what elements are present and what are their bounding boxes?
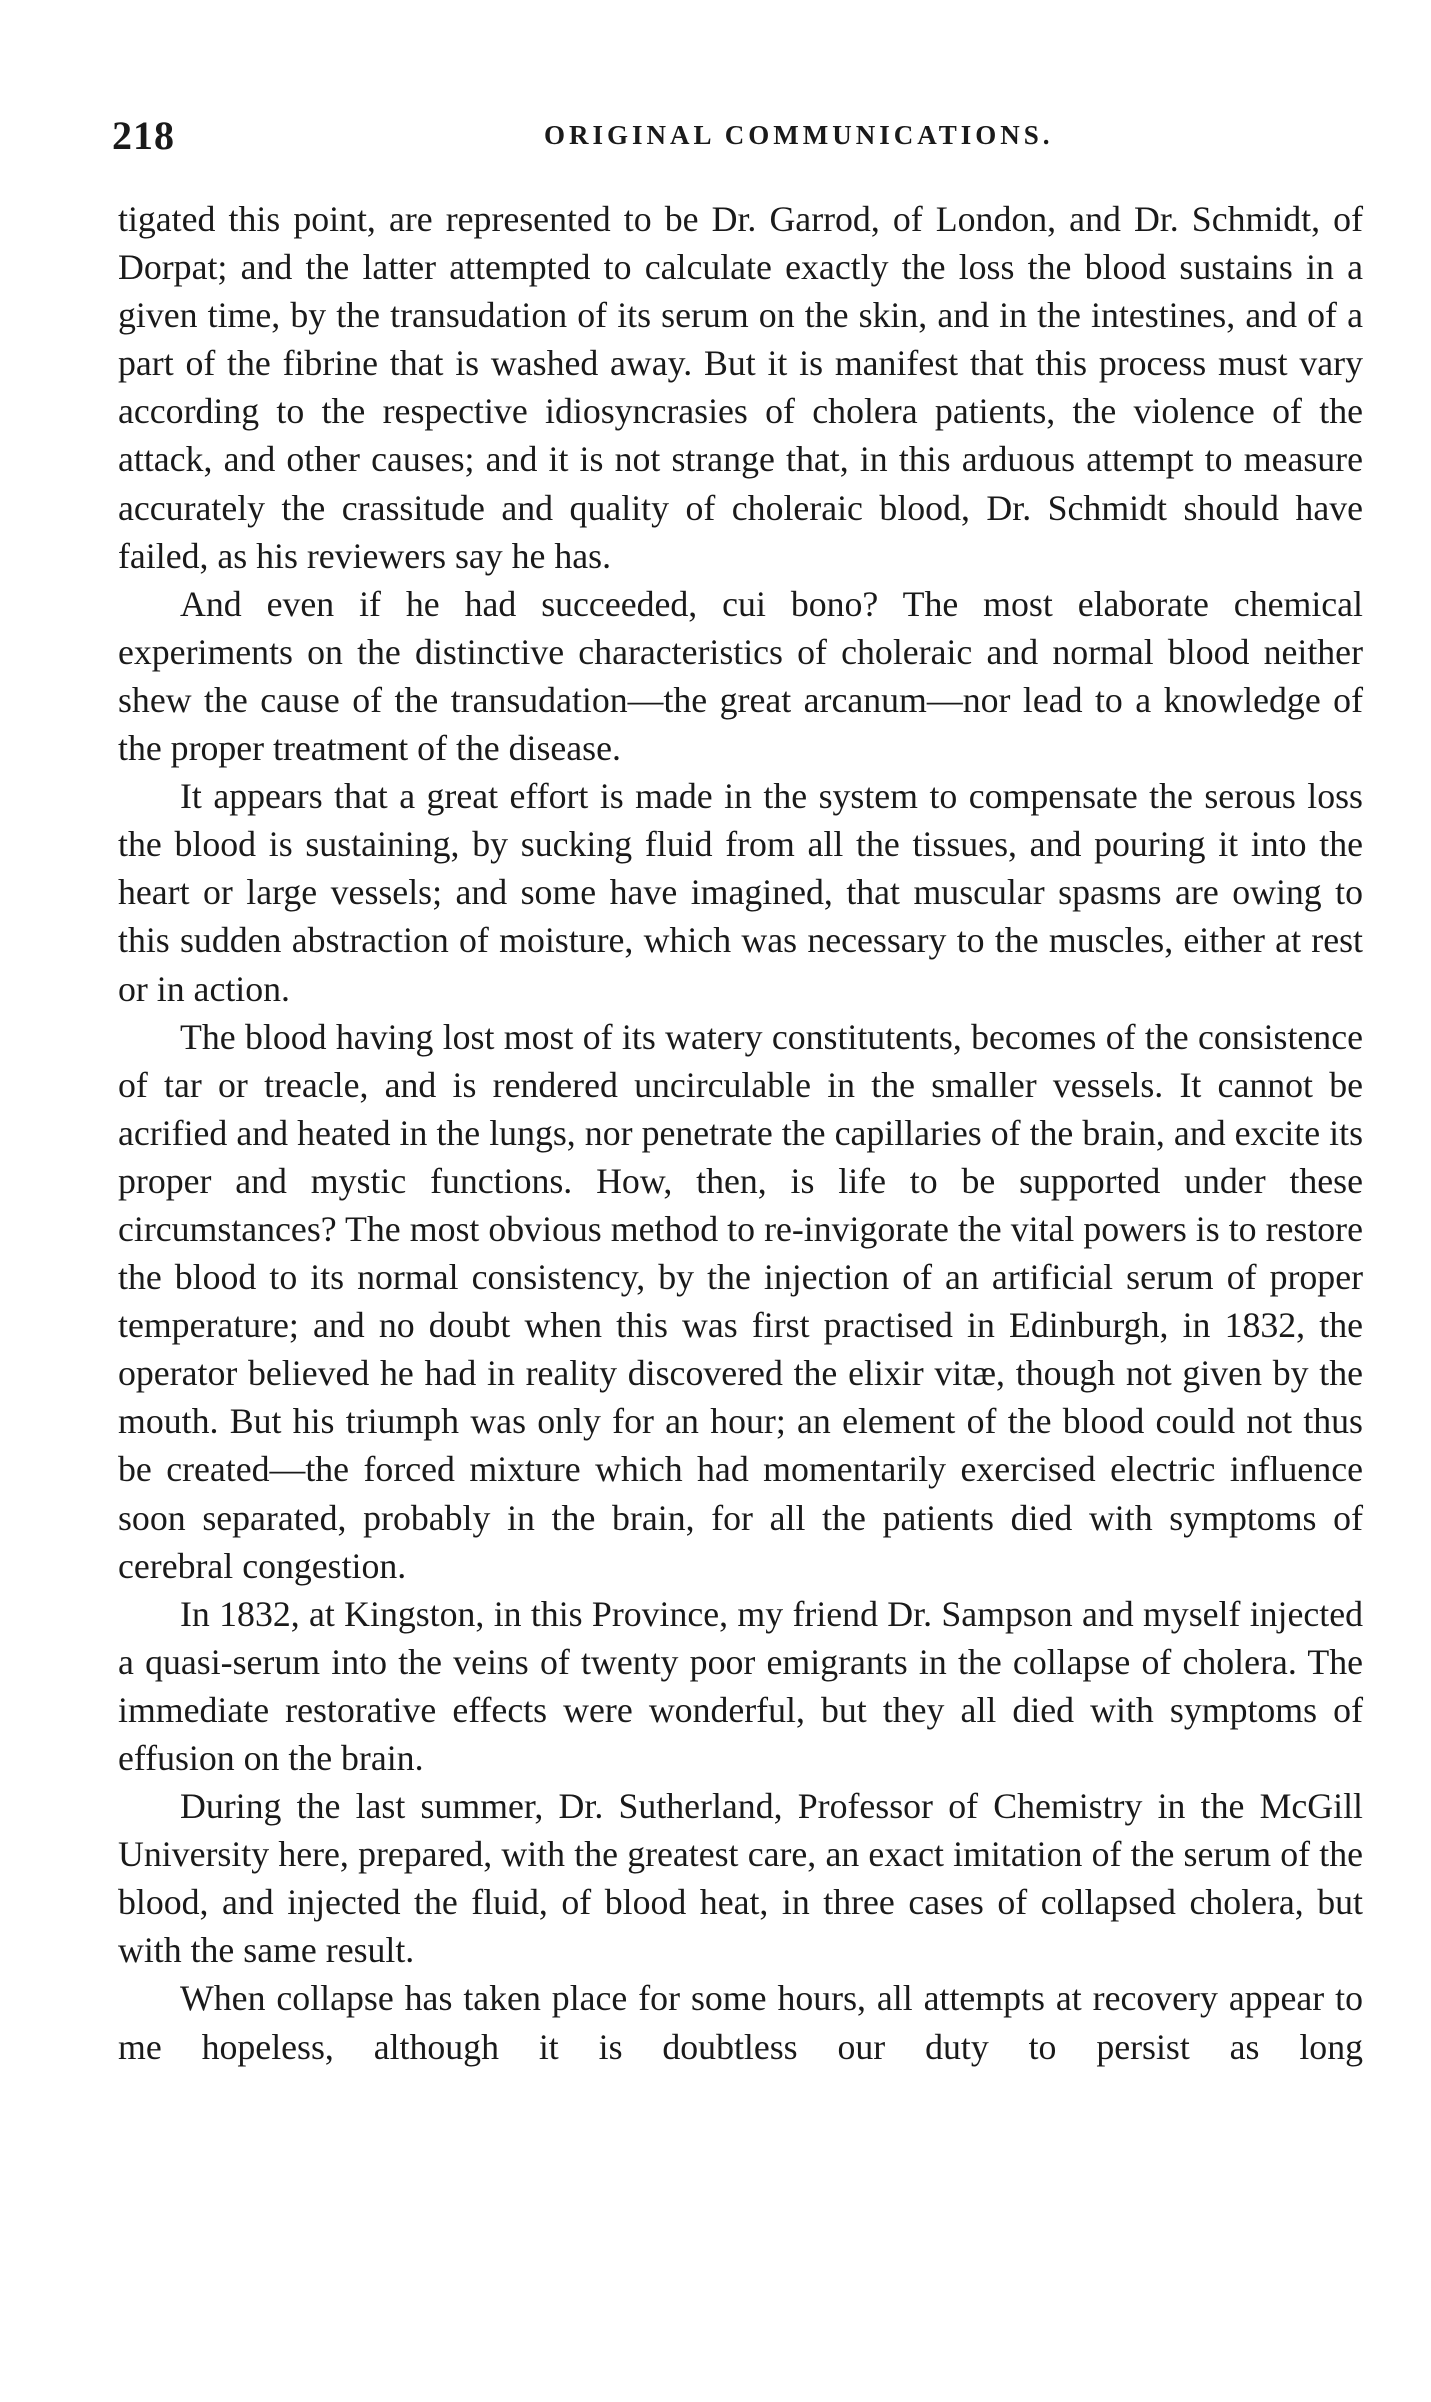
body-text bbox=[118, 195, 1363, 2071]
paragraph: In 1832, at Kingston, in this Province, my friend Dr. Sampson and myself injected a quasi-serum into the veins of twenty poor emigrants in the collapse of cholera. The immediate restorative effects were wonderful, but they all died with symptoms of effusion on the brain. bbox=[118, 1593, 1363, 1778]
paragraph: It appears that a great effort is made in the system to compensate the serous loss the blood is sustaining, by sucking fluid from all the tissues, and pouring it into the heart or large vessels; and some have imagined, that muscular spasms are owing to this sudden abstraction of moisture, which was necessary to the muscles, either at rest or in action. bbox=[118, 776, 1363, 1009]
paragraph: tigated this point, are represented to be Dr. Garrod, of London, and Dr. Schmidt, of Dorpat; and the latter attempted to calculate exactly the loss the blood sustains in a given time, by the transudation of its serum on the skin, and in the intestines, and of a part of the fibrine that is washed away. But it is manifest that this process must vary according to the respective idiosyncrasies of cholera patients, the violence of the attack, and other causes; and it is not strange that, in this arduous attempt to measure accurately the crassitude and quality of choleraic blood, Dr. Schmidt should have failed, as his reviewers say he has. bbox=[118, 199, 1363, 576]
running-title: ORIGINAL COMMUNICATIONS. bbox=[544, 120, 1054, 150]
paragraph: The blood having lost most of its watery constitutents, becomes of the consistence of tar or treacle, and is rendered uncirculable in the smaller vessels. It cannot be acrified and heated in the lungs, nor penetrate the capillaries of the brain, and excite its proper and mystic functions. How, then, is life to be supported under these circumstances? The most obvious method to re-invigorate the vital powers is to restore the blood to its normal consistency, by the injection of an artificial serum of proper temperature; and no doubt when this was first practised in Edinburgh, in 1832, the operator believed he had in reality discovered the elixir vitæ, though not given by the mouth. But his triumph was only for an hour; an element of the blood could not thus be created—the forced mixture which had momentarily exercised electric influence soon separated, probably in the brain, for all the patients died with symptoms of cerebral congestion. bbox=[118, 1016, 1363, 1586]
paragraph: When collapse has taken place for some hours, all attempts at recovery appear to me hopeless, although it is doubtless our duty to persist as long bbox=[118, 1978, 1363, 2067]
page-number: 218 bbox=[112, 113, 175, 158]
running-head bbox=[112, 112, 1352, 162]
paragraph: And even if he had succeeded, cui bono? The most elaborate chemical experiments on the distinctive characteristics of choleraic and normal blood neither shew the cause of the transudation—the great arcanum—nor lead to a knowledge of the proper treatment of the disease. bbox=[118, 583, 1363, 769]
paragraph: During the last summer, Dr. Sutherland, Professor of Chemistry in the McGill University here, prepared, with the greatest care, an exact imitation of the serum of the blood, and injected the fluid, of blood heat, in three cases of collapsed cholera, but with the same result. bbox=[118, 1786, 1363, 1971]
